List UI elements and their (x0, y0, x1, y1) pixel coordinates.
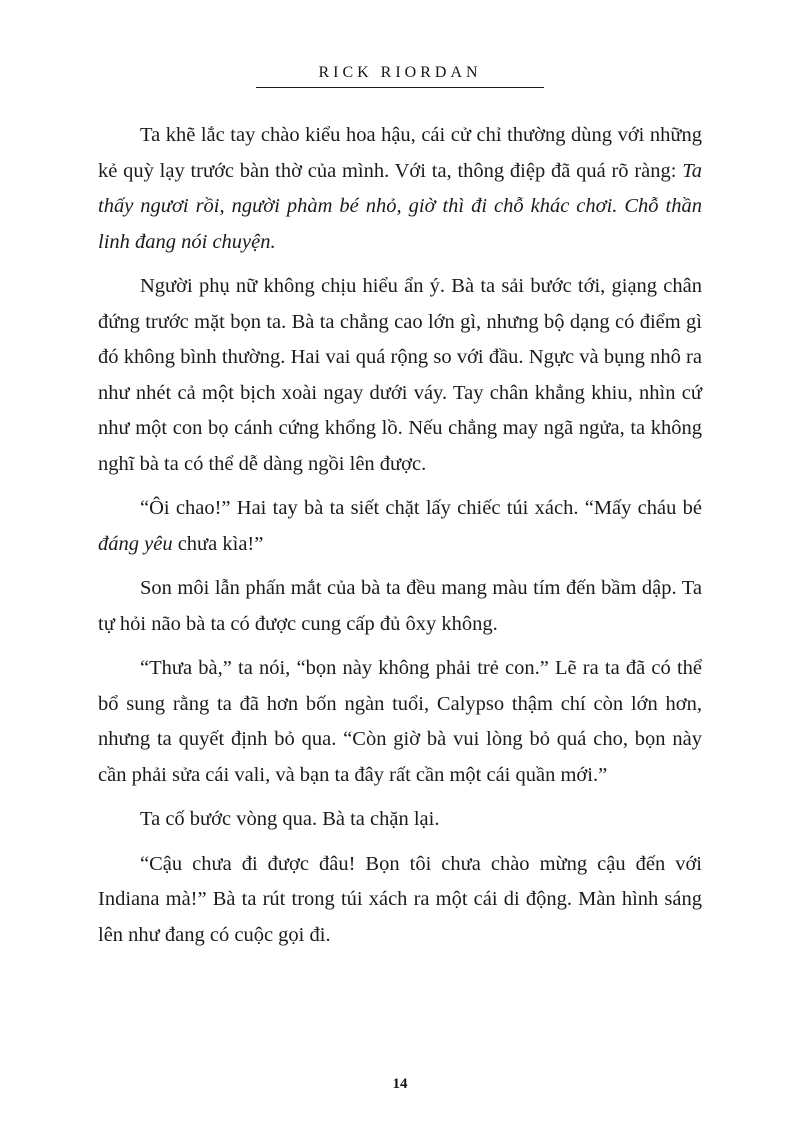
body-text: Ta cố bước vòng qua. Bà ta chặn lại. (140, 808, 440, 830)
body-text: Người phụ nữ không chịu hiểu ẩn ý. Bà ta sải bước tới, giạng chân đứng trước mặt bọn ta. Bà ta chẳng cao lớn gì, nhưng bộ dạng có điểm gì đó không bình thường. Hai vai quá rộng so với đầu. Ngực và bụng nhô ra như nhét cả một bịch xoài ngay dưới váy. Tay chân khẳng khiu, nhìn cứ như một con bọ cánh cứng khổng lồ. Nếu chẳng may ngã ngửa, ta không nghĩ bà ta có thể dễ dàng ngồi lên được. (98, 275, 702, 475)
page-header (98, 64, 702, 88)
body-text: Ta khẽ lắc tay chào kiểu hoa hậu, cái cử chỉ thường dùng với những kẻ quỳ lạy trước bàn thờ của mình. Với ta, thông điệp đã quá rõ ràng: (98, 124, 702, 182)
paragraph (98, 651, 702, 793)
body-text: Son môi lẫn phấn mắt của bà ta đều mang màu tím đến bầm dập. Ta tự hỏi não bà ta có được cung cấp đủ ôxy không. (98, 577, 702, 635)
header-rule (256, 87, 544, 88)
paragraph (98, 118, 702, 260)
body-text: “Ôi chao!” Hai tay bà ta siết chặt lấy chiếc túi xách. “Mấy cháu bé (140, 497, 702, 519)
paragraph (98, 802, 702, 838)
body-text: “Thưa bà,” ta nói, “bọn này không phải trẻ con.” Lẽ ra ta đã có thể bổ sung rằng ta đã hơn bốn ngàn tuổi, Calypso thậm chí còn lớn hơn, nhưng ta quyết định bỏ qua. “Còn giờ bà vui lòng bỏ quá cho, bọn này cần phải sửa cái vali, và bạn ta đây rất cần một cái quần mới.” (98, 657, 702, 786)
page-body (98, 118, 702, 953)
paragraph (98, 571, 702, 642)
italic-text: đáng yêu (98, 532, 173, 555)
page-footer (0, 1075, 800, 1093)
paragraph (98, 269, 702, 482)
page-number: 14 (392, 1076, 408, 1092)
paragraph (98, 847, 702, 954)
paragraph (98, 491, 702, 562)
italic-text: Ta thấy ngươi rồi, người phàm bé nhỏ, giờ thì đi chỗ khác chơi. Chỗ thần linh đang nói chuyện. (98, 159, 702, 253)
body-text: “Cậu chưa đi được đâu! Bọn tôi chưa chào mừng cậu đến với Indiana mà!” Bà ta rút trong túi xách ra một cái di động. Màn hình sáng lên như đang có cuộc gọi đi. (98, 852, 702, 946)
body-text: chưa kìa!” (172, 532, 264, 555)
running-header-title: RICK RIORDAN (318, 64, 482, 81)
